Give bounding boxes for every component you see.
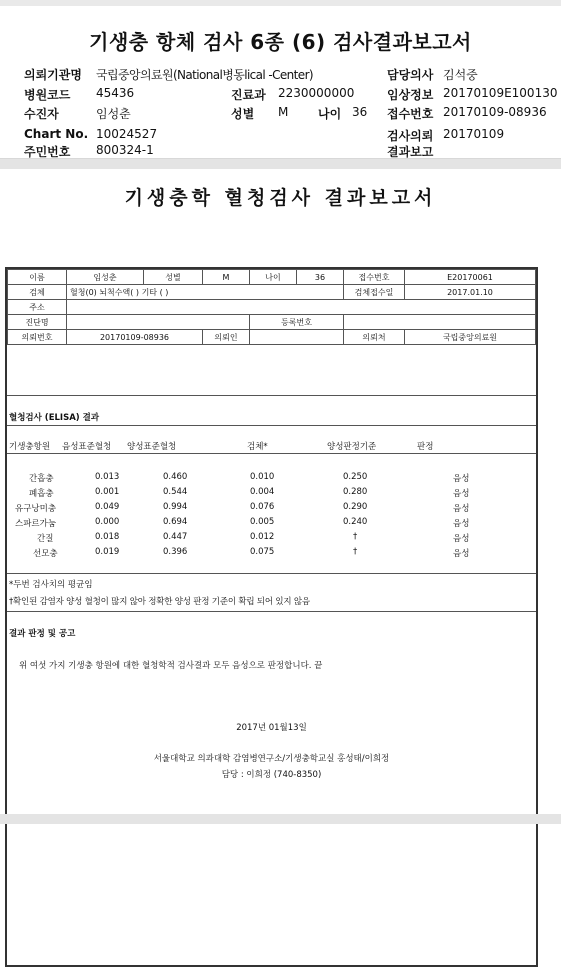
receipt-no-label: 접수번호 xyxy=(387,107,434,121)
separator-band xyxy=(0,814,561,824)
department-value: 2230000000 xyxy=(278,86,355,100)
report-header xyxy=(0,6,561,159)
address-value xyxy=(67,300,536,315)
hospital-code-label: 병원코드 xyxy=(24,88,71,102)
name-label: 이름 xyxy=(8,270,67,285)
col-header-cutoff: 양성판정기준 xyxy=(327,442,377,452)
result-cell: 음성 xyxy=(453,519,470,529)
clinical-info-value: 20170109E100130 xyxy=(443,86,558,100)
divider xyxy=(7,453,536,454)
antigen-cell: 폐흡충 xyxy=(29,489,54,499)
result-report-label: 결과보고 xyxy=(387,145,434,159)
patient-label: 수진자 xyxy=(24,107,59,121)
conclusion-section-title: 결과 판정 및 공고 xyxy=(9,629,76,639)
col-header-antigen: 기생충항원 xyxy=(9,442,51,452)
name-value: 임성춘 xyxy=(67,270,144,285)
cutoff-cell: 0.250 xyxy=(343,472,368,482)
diagnosis-label: 진단명 xyxy=(8,315,67,330)
requesting-place-value: 국립중앙의료원 xyxy=(405,330,536,345)
scanned-document xyxy=(0,169,561,814)
specimen-cell: 0.075 xyxy=(250,547,275,557)
specimen-label: 검체 xyxy=(8,285,67,300)
request-no-value: 20170109-08936 xyxy=(67,330,203,345)
hospital-code-value: 45436 xyxy=(96,86,135,100)
age-value: 36 xyxy=(297,270,344,285)
pos-cell: 0.994 xyxy=(163,502,188,512)
report-title: 기생충 항체 검사 6종 (6) 검사결과보고서 xyxy=(89,30,472,54)
elisa-section-title: 혈청검사 (ELISA) 결과 xyxy=(9,413,100,423)
document-title: 기생충학 혈청검사 결과보고서 xyxy=(124,187,437,209)
signing-institution: 서울대학교 의과대학 감염병연구소/기생충학교실 홍성태/이희정 xyxy=(153,754,390,764)
col-header-pos: 양성표준혈청 xyxy=(127,442,177,452)
antigen-cell: 유구낭미충 xyxy=(15,504,57,514)
resident-no-value: 800324-1 xyxy=(96,143,154,157)
test-request-value: 20170109 xyxy=(443,127,505,141)
diagnosis-value xyxy=(67,315,250,330)
registration-label: 등록번호 xyxy=(250,315,344,330)
neg-cell: 0.049 xyxy=(95,502,120,512)
department-label: 진료과 xyxy=(231,88,266,102)
conclusion-text: 위 여섯 가지 기생충 항원에 대한 혈청학적 검사결과 모두 음성으로 판정합니다. 끝 xyxy=(19,661,323,671)
pos-cell: 0.544 xyxy=(163,487,188,497)
separator-band xyxy=(0,159,561,169)
result-cell: 음성 xyxy=(453,504,470,514)
neg-cell: 0.019 xyxy=(95,547,120,557)
antigen-cell: 간흡충 xyxy=(29,474,54,484)
specimen-cell: 0.005 xyxy=(250,517,275,527)
address-label: 주소 xyxy=(8,300,67,315)
resident-no-label: 주민번호 xyxy=(24,145,71,159)
age-label: 나이 xyxy=(318,107,342,121)
report-date: 2017년 01월13일 xyxy=(236,723,307,733)
neg-cell: 0.013 xyxy=(95,472,120,482)
requester-label: 의뢰인 xyxy=(203,330,250,345)
receipt-no-value: 20170109-08936 xyxy=(443,105,547,119)
neg-cell: 0.018 xyxy=(95,532,120,542)
antigen-cell: 간질 xyxy=(37,534,54,544)
clinical-info-label: 임상정보 xyxy=(387,88,434,102)
cutoff-cell: 0.290 xyxy=(343,502,368,512)
test-request-label: 검사의뢰 xyxy=(387,129,434,143)
divider xyxy=(7,611,536,612)
contact-info: 담당 : 이희정 (740-8350) xyxy=(221,770,322,780)
pos-cell: 0.447 xyxy=(163,532,188,542)
age-value: 36 xyxy=(352,105,368,119)
specimen-cell: 0.076 xyxy=(250,502,275,512)
sex-value: M xyxy=(203,270,250,285)
pos-cell: 0.460 xyxy=(163,472,188,482)
sex-label: 성별 xyxy=(231,107,255,121)
receipt-value: E20170061 xyxy=(405,270,536,285)
specimen-cell: 0.004 xyxy=(250,487,275,497)
chart-no-label: Chart No. xyxy=(24,127,89,141)
patient-info-table xyxy=(7,269,536,345)
divider xyxy=(7,425,536,426)
cutoff-cell: 0.240 xyxy=(343,517,368,527)
result-cell: 음성 xyxy=(453,489,470,499)
pos-cell: 0.694 xyxy=(163,517,188,527)
footnote-average: *두번 검사치의 평균임 xyxy=(9,580,93,590)
requesting-institution-value: 국립중앙의료원(National병동lical -Center) xyxy=(96,68,313,82)
sex-value: M xyxy=(278,105,289,119)
antigen-cell: 스파르가눔 xyxy=(15,519,57,529)
attending-doctor-label: 담당의사 xyxy=(387,68,434,82)
col-header-result: 판정 xyxy=(417,442,434,452)
divider xyxy=(7,573,536,574)
footnote-dagger: †확인된 감염자 양성 혈청이 많지 않아 정확한 양성 판정 기준이 확립 되어 있지 않음 xyxy=(9,597,310,607)
cutoff-cell: † xyxy=(353,532,358,542)
registration-value xyxy=(344,315,536,330)
request-no-label: 의뢰번호 xyxy=(8,330,67,345)
pos-cell: 0.396 xyxy=(163,547,188,557)
specimen-value: 혈청(0) 뇌척수액( ) 기타 ( ) xyxy=(67,285,344,300)
result-cell: 음성 xyxy=(453,534,470,544)
requesting-institution-label: 의뢰기관명 xyxy=(24,68,82,82)
specimen-cell: 0.010 xyxy=(250,472,275,482)
specimen-cell: 0.012 xyxy=(250,532,275,542)
document-frame xyxy=(5,267,538,967)
sex-label: 성별 xyxy=(144,270,203,285)
cutoff-cell: † xyxy=(353,547,358,557)
requesting-place-label: 의뢰처 xyxy=(344,330,405,345)
cutoff-cell: 0.280 xyxy=(343,487,368,497)
requester-value xyxy=(250,330,344,345)
antigen-cell: 선모충 xyxy=(33,549,58,559)
collection-date-value: 2017.01.10 xyxy=(405,285,536,300)
collection-date-label: 검체접수일 xyxy=(344,285,405,300)
result-cell: 음성 xyxy=(453,549,470,559)
neg-cell: 0.001 xyxy=(95,487,120,497)
receipt-label: 접수번호 xyxy=(344,270,405,285)
patient-value: 임성춘 xyxy=(96,107,131,121)
attending-doctor-value: 김석중 xyxy=(443,68,478,82)
result-cell: 음성 xyxy=(453,474,470,484)
col-header-specimen: 검체* xyxy=(247,442,268,452)
chart-no-value: 10024527 xyxy=(96,127,158,141)
col-header-neg: 음성표준혈청 xyxy=(62,442,112,452)
age-label: 나이 xyxy=(250,270,297,285)
neg-cell: 0.000 xyxy=(95,517,120,527)
divider xyxy=(7,395,536,396)
